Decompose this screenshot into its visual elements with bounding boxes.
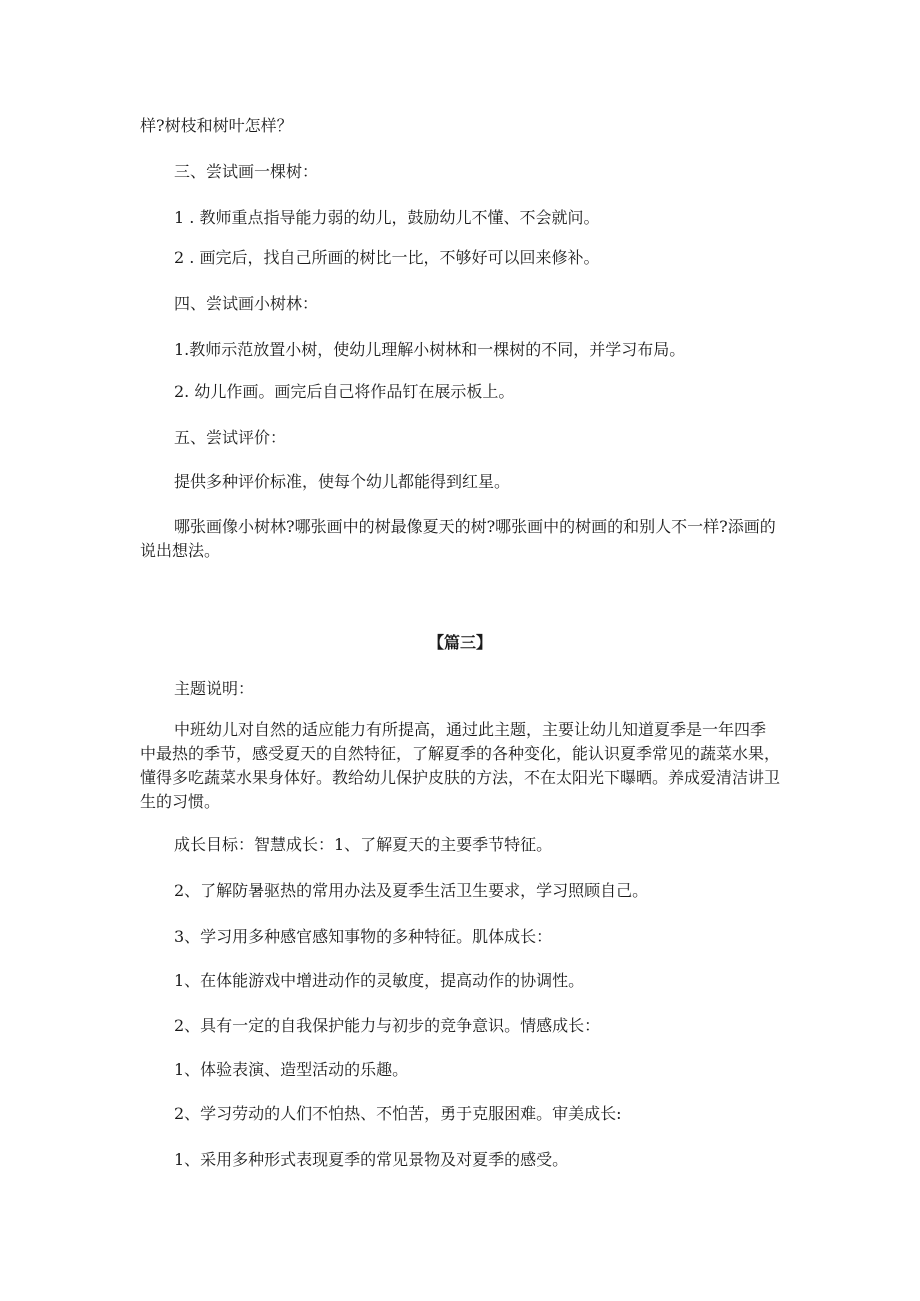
list-item-step3-2: 2 . 画完后，找自己所画的树比一比，不够好可以回来修补。 [174, 248, 600, 267]
section-heading-step4: 四、尝试画小树林： [174, 294, 319, 313]
goal-item-3: 3、学习用多种感官感知事物的多种特征。肌体成长： [174, 927, 553, 946]
paragraph-evaluation: 提供多种评价标准，使每个幼儿都能得到红星。 [174, 472, 511, 491]
goal-item-4: 1、在体能游戏中增进动作的灵敏度，提高动作的协调性。 [174, 971, 585, 990]
goal-item-8: 1、采用多种形式表现夏季的常见景物及对夏季的感受。 [174, 1150, 569, 1169]
theme-label: 主题说明： [174, 679, 255, 698]
list-item-step3-1: 1 . 教师重点指导能力弱的幼儿，鼓励幼儿不懂、不会就问。 [174, 208, 600, 227]
theme-description: 中班幼儿对自然的适应能力有所提高，通过此主题，主要让幼儿知道夏季是一年四季中最热的季节，感受夏天的自然特征，了解夏季的各种变化，能认识夏季常见的蔬菜水果，懂得多吃蔬菜水果身体好。教给幼儿保护皮肤的方法，不在太阳光下曝晒。养成爱清洁讲卫生的习惯。 [140, 720, 781, 811]
section-title-part3: 【篇三】 [427, 633, 492, 652]
paragraph-evaluation-questions: 哪张画像小树林?哪张画中的树最像夏天的树?哪张画中的树画的和别人不一样?添画的说出想法。 [140, 517, 776, 560]
goal-item-7: 2、学习劳动的人们不怕热、不怕苦，勇于克服困难。审美成长: [174, 1104, 622, 1123]
goal-item-1: 成长目标：智慧成长：1、了解夏天的主要季节特征。 [174, 835, 553, 854]
paragraph-continuation: 样?树枝和树叶怎样？ [140, 116, 293, 135]
goal-item-2: 2、了解防暑驱热的常用办法及夏季生活卫生要求，学习照顾自己。 [174, 881, 649, 900]
list-item-step4-2: 2. 幼儿作画。画完后自己将作品钉在展示板上。 [174, 382, 515, 401]
list-item-step4-1: 1.教师示范放置小树，使幼儿理解小树林和一棵树的不同，并学习布局。 [174, 340, 686, 359]
section-heading-step5: 五、尝试评价： [174, 428, 287, 447]
goal-item-5: 2、具有一定的自我保护能力与初步的竞争意识。情感成长： [174, 1016, 601, 1035]
section-heading-step3: 三、尝试画一棵树： [174, 162, 319, 181]
goal-item-6: 1、体验表演、造型活动的乐趣。 [174, 1060, 409, 1079]
